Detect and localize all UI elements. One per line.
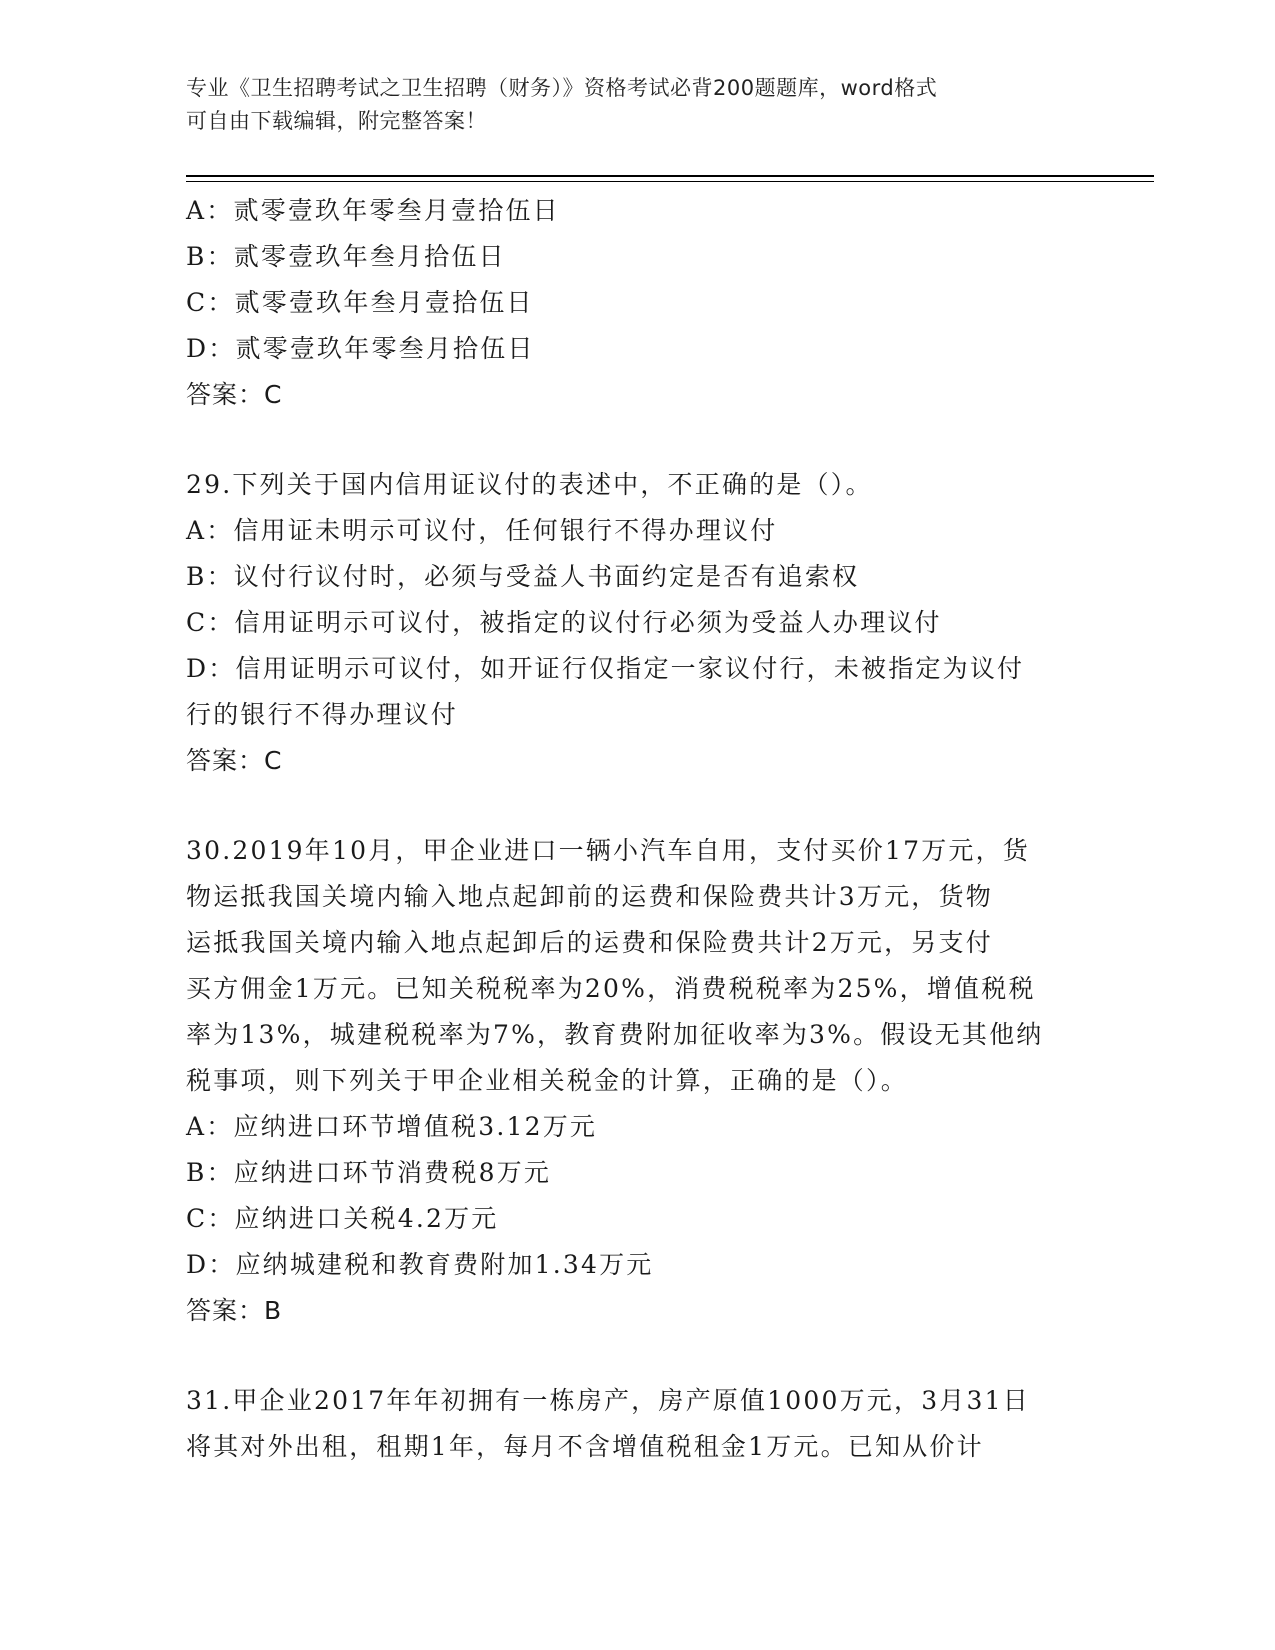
option-d: D：信用证明示可议付，如开证行仅指定一家议付行，未被指定为议付 [186,654,1025,683]
option-b: B：贰零壹玖年叁月拾伍日 [186,242,506,271]
answer-line: 答案：C [186,380,283,409]
question-stem-line: 运抵我国关境内输入地点起卸后的运费和保险费共计2万元，另支付 [186,928,993,957]
option-d: D：贰零壹玖年零叁月拾伍日 [186,334,535,363]
option-c: C：应纳进口关税4.2万元 [186,1204,499,1233]
question-stem-line: 买方佣金1万元。已知关税税率为20%，消费税税率为25%，增值税税 [186,974,1036,1003]
option-a: A：信用证未明示可议付，任何银行不得办理议付 [186,516,778,545]
question-stem: 29.下列关于国内信用证议付的表述中，不正确的是（）。 [186,470,873,499]
option-c: C：贰零壹玖年叁月壹拾伍日 [186,288,534,317]
question-28 [186,188,1076,418]
answer-line: 答案：C [186,746,283,775]
question-31 [186,1378,1076,1470]
option-d-continued: 行的银行不得办理议付 [186,700,459,729]
question-stem-line: 将其对外出租，租期1年，每月不含增值税租金1万元。已知从价计 [186,1432,984,1461]
header-divider-thick [186,175,1154,177]
option-a: A：应纳进口环节增值税3.12万元 [186,1112,598,1141]
option-d: D：应纳城建税和教育费附加1.34万元 [186,1250,654,1279]
document-body [186,188,1076,1470]
option-a: A：贰零壹玖年零叁月壹拾伍日 [186,196,560,225]
option-b: B：应纳进口环节消费税8万元 [186,1158,552,1187]
question-stem-line: 税事项，则下列关于甲企业相关税金的计算，正确的是（）。 [186,1066,908,1095]
header-line-1: 专业《卫生招聘考试之卫生招聘（财务）》资格考试必背200题题库，word格式 [186,76,938,100]
option-b: B：议付行议付时，必须与受益人书面约定是否有追索权 [186,562,860,591]
document-header [186,72,1066,138]
question-stem-line: 31.甲企业2017年年初拥有一栋房产，房产原值1000万元，3月31日 [186,1386,1030,1415]
question-stem-line: 率为13%，城建税税率为7%，教育费附加征收率为3%。假设无其他纳 [186,1020,1044,1049]
question-stem-line: 30.2019年10月，甲企业进口一辆小汽车自用，支付买价17万元，货 [186,836,1031,865]
answer-line: 答案：B [186,1296,283,1325]
question-30 [186,828,1076,1334]
question-29 [186,462,1076,784]
question-stem-line: 物运抵我国关境内输入地点起卸前的运费和保险费共计3万元，货物 [186,882,993,911]
option-c: C：信用证明示可议付，被指定的议付行必须为受益人办理议付 [186,608,942,637]
header-divider-thin [186,181,1154,182]
header-line-2: 可自由下载编辑，附完整答案！ [186,109,487,133]
